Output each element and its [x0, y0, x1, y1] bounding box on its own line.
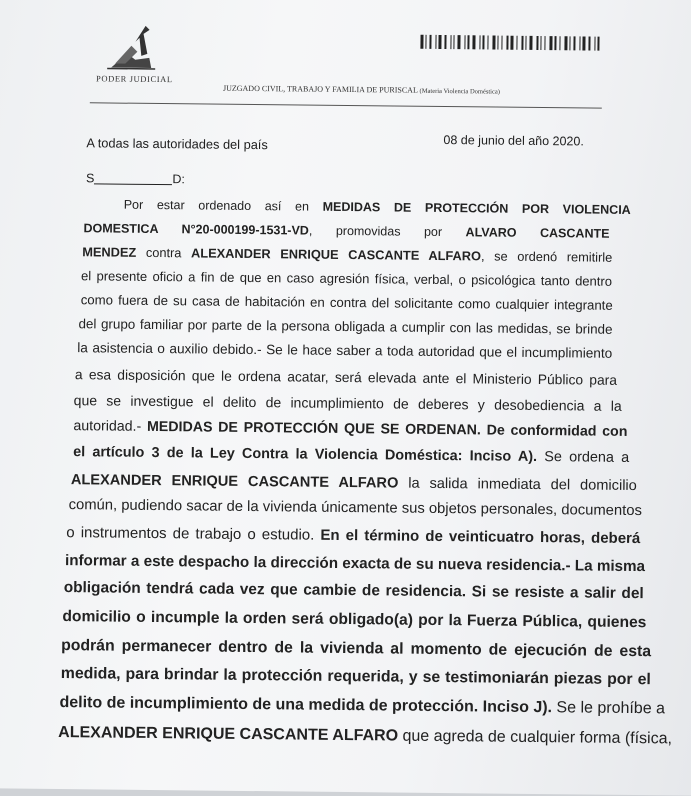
barcode-bar [554, 36, 556, 50]
barcode-bar [479, 35, 480, 49]
text-run: Se le prohíbe a [551, 699, 666, 718]
barcode-bar [501, 36, 502, 50]
barcode-bar [525, 36, 526, 50]
barcode-bar [425, 35, 426, 49]
body-line [71, 472, 637, 494]
text-run-bold: DOMESTICA N°20-000199-1531-VD [83, 221, 309, 238]
body-line [64, 579, 644, 603]
barcode-bar [536, 36, 538, 50]
body-line [73, 444, 629, 466]
text-run-bold: ALEXANDER ENRIQUE CASCANTE ALFARO [58, 724, 399, 745]
barcode-bar [540, 36, 541, 50]
text-run-bold: MEDIDAS DE PROTECCIÓN POR VIOLENCIA [322, 199, 631, 217]
body-line [61, 637, 651, 661]
text-run: del grupo familiar por parte de la persona obligada a cumplir con las medidas, se brinde [78, 316, 613, 337]
barcode-bar [482, 35, 484, 49]
barcode-bar [582, 36, 585, 50]
body-line [78, 316, 612, 337]
text-run: la salida inmediata del domicilio [398, 475, 637, 495]
header-court-note: (Materia Violencia Doméstica) [419, 87, 500, 96]
barcode [420, 35, 610, 51]
body-line [81, 292, 613, 313]
barcode-bar [564, 36, 567, 50]
text-run-bold: ALVARO CASCANTE [465, 225, 610, 241]
recipient-line [86, 171, 185, 186]
body-line [59, 694, 666, 718]
text-run: que agreda de cualquier forma (física, [397, 727, 673, 748]
barcode-bar [510, 36, 513, 50]
s-prefix: S [85, 171, 95, 186]
d-suffix: D: [172, 172, 185, 187]
barcode-bar [549, 36, 552, 50]
text-run: el presente oficio a fin de que en caso agresión física, verbal, o psicológica tanto dentro [80, 268, 613, 289]
body-line [69, 497, 641, 519]
body-line [73, 418, 627, 440]
text-run: como fuera de su casa de habitación en contra del solicitante como cualquier integrante [80, 292, 613, 313]
body-line [66, 524, 640, 547]
barcode-bar [492, 36, 495, 50]
text-run: autoridad.- [73, 418, 148, 435]
text-run-bold: domicilio o incumple la orden será obligado(a) por la Fuerza Pública, quienes [62, 608, 647, 632]
text-run: Se ordena a [537, 449, 630, 466]
barcode-bar [579, 36, 580, 50]
text-run-bold: informar a este despacho la dirección exacta de su nueva residencia.- La misma [64, 552, 646, 576]
barcode-bar [569, 36, 570, 50]
barcode-bar [450, 35, 451, 49]
barcode-bar [594, 37, 595, 51]
barcode-bar [573, 36, 575, 50]
text-run: la asistencia o auxilio debido.- Se le hace saber a toda autoridad que el incumplimiento [77, 340, 613, 361]
body-line [65, 552, 645, 575]
body-line [82, 244, 612, 265]
document-date: 08 de junio del año 2020. [443, 133, 584, 149]
text-run-bold: medida, para brindar la protección requerida, y se testimoniarán piezas por el [60, 665, 651, 689]
text-run: común, pudiendo sacar de la vivienda únicamente sus objetos personales, documentos [68, 497, 642, 520]
body-line [83, 221, 609, 241]
text-run-bold: MENDEZ [82, 244, 137, 260]
text-run-bold: En el término de veinticuatro horas, deberá [320, 526, 641, 548]
barcode-bar [544, 36, 545, 50]
body-line [58, 724, 673, 748]
text-run: , se ordenó remitirle [480, 248, 613, 265]
court-emblem-icon [105, 23, 166, 74]
barcode-bar [429, 35, 431, 49]
barcode-bar [457, 35, 460, 49]
text-run-bold: delito de incumplimiento de una medida de protección. Inciso J). [59, 694, 553, 717]
barcode-bar [467, 35, 469, 49]
barcode-bar [444, 35, 446, 49]
header-institution: PODER JUDICIAL [96, 73, 173, 85]
body-line [81, 268, 612, 289]
barcode-bar [472, 35, 475, 49]
barcode-bar [516, 36, 517, 50]
text-run: Por estar ordenado así en [123, 197, 323, 214]
barcode-bar [464, 35, 465, 49]
header-divider [90, 102, 602, 108]
salutation: A todas las autoridades del país [86, 135, 268, 153]
text-run-bold: MEDIDAS DE PROTECCIÓN QUE SE ORDENAN. De conformidad con [146, 418, 628, 440]
barcode-bar [497, 36, 498, 50]
barcode-bar [529, 36, 532, 50]
text-run-bold: podrán permanecer dentro de la vivienda al momento de ejecución de esta [61, 637, 652, 661]
barcode-bar [420, 35, 423, 49]
text-run-bold: el artículo 3 de la Ley Contra la Violencia Doméstica: Inciso A). [73, 444, 538, 465]
text-run-bold: ALEXANDER ENRIQUE CASCANTE ALFARO [190, 245, 482, 264]
document-body [58, 197, 673, 748]
text-run: o instrumentos de trabajo o estudio. [66, 524, 321, 544]
barcode-bar [435, 35, 436, 49]
header-court-name: JUZGADO CIVIL, TRABAJO Y FAMILIA DE PURISCAL [222, 83, 418, 95]
barcode-bar [453, 35, 454, 49]
barcode-bar [506, 36, 508, 50]
barcode-bar [521, 36, 523, 50]
body-line [61, 665, 651, 689]
barcode-bar [438, 35, 441, 49]
blank-line [94, 171, 172, 185]
text-run-bold: obligación tendrá cada vez que cambie de residencia. Si se resiste a salir del [63, 579, 644, 603]
barcode-bar [588, 37, 590, 51]
text-run: a esa disposición que le ordena acatar, será elevada ante el Ministerio Público para [74, 367, 618, 388]
text-run: que se investigue el delito de incumplimiento de deberes y desobediencia a la [73, 392, 622, 414]
body-line [124, 198, 631, 217]
header-court [223, 84, 500, 96]
barcode-bar [559, 36, 560, 50]
body-line [62, 608, 646, 632]
body-line [77, 340, 612, 361]
barcode-bar [487, 35, 488, 49]
text-run: , promovidas por [308, 223, 466, 240]
body-line [74, 392, 622, 414]
body-line [75, 367, 617, 388]
text-run-bold: ALEXANDER ENRIQUE CASCANTE ALFARO [70, 472, 399, 492]
barcode-bar [597, 37, 599, 51]
text-run: contra [136, 244, 192, 261]
